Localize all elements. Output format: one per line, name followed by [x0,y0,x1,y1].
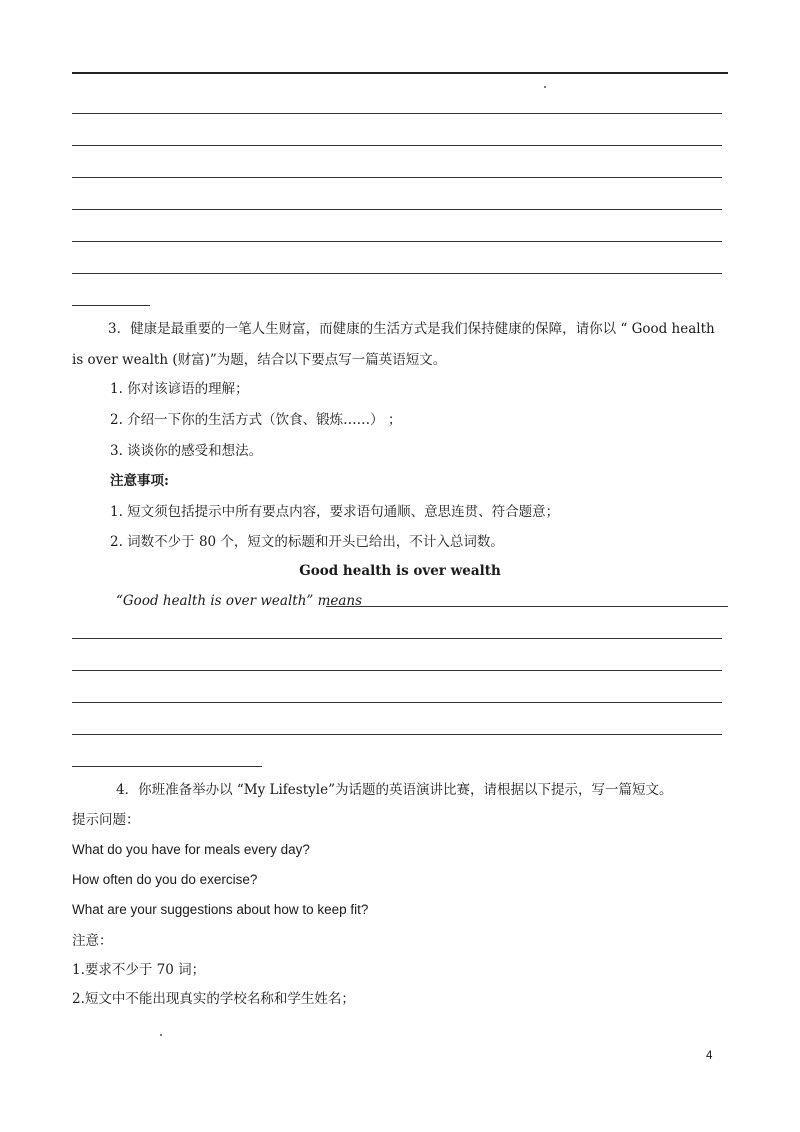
answer-line [72,702,722,703]
answer-line [72,145,722,146]
q3-notice-1: 1. 短文须包括提示中所有要点内容，要求语句通顺、意思连贯、符合题意； [110,504,560,520]
q3-prompt-line1: 3．健康是最重要的一笔人生财富，而健康的生活方式是我们保持健康的保障，请你以 “ Good health [108,321,715,337]
q4-prompt-line1: 4．你班准备举办以 “My Lifestyle”为话题的英语演讲比赛，请根据以下提示，写一篇短文。 [116,782,673,798]
answer-line [72,273,722,274]
q4-question-1: What do you have for meals every day? [72,842,310,857]
q3-essay-title: Good health is over wealth [299,563,501,579]
q3-prompt-line2: is over wealth (财富)”为题，结合以下要点写一篇英语短文。 [72,352,447,368]
q3-point-3: 3. 谈谈你的感受和想法。 [110,443,263,459]
q4-notice-1: 1.要求不少于 70 词； [72,962,206,978]
q3-point-1: 1. 你对该谚语的理解； [110,381,249,397]
answer-line [72,241,722,242]
top-rule [72,72,728,74]
q4-question-3: What are your suggestions about how to keep fit? [72,902,369,917]
q4-question-2: How often do you do exercise? [72,872,258,887]
answer-line [72,113,722,114]
q4-prompt-label: 提示问题： [72,812,140,828]
answer-line-short [72,305,150,306]
q4-notice-2: 2.短文中不能出现真实的学校名称和学生姓名； [72,991,355,1007]
speck [160,1034,162,1036]
speck [544,86,546,88]
answer-line [72,209,722,210]
answer-line [72,177,722,178]
q3-notice-2: 2. 词数不少于 80 个，短文的标题和开头已给出，不计入总词数。 [110,534,504,550]
answer-line [72,638,722,639]
answer-line [72,670,722,671]
q3-point-2: 2. 介绍一下你的生活方式（饮食、锻炼……） ； [110,412,402,428]
q4-notice-label: 注意： [72,933,113,949]
answer-line-short [72,766,262,767]
q3-notice-title: 注意事项: [110,473,169,489]
q3-essay-start: “Good health is over wealth” means [116,593,363,609]
answer-line [72,734,722,735]
answer-line [326,606,728,607]
page-number: 4 [706,1050,713,1062]
